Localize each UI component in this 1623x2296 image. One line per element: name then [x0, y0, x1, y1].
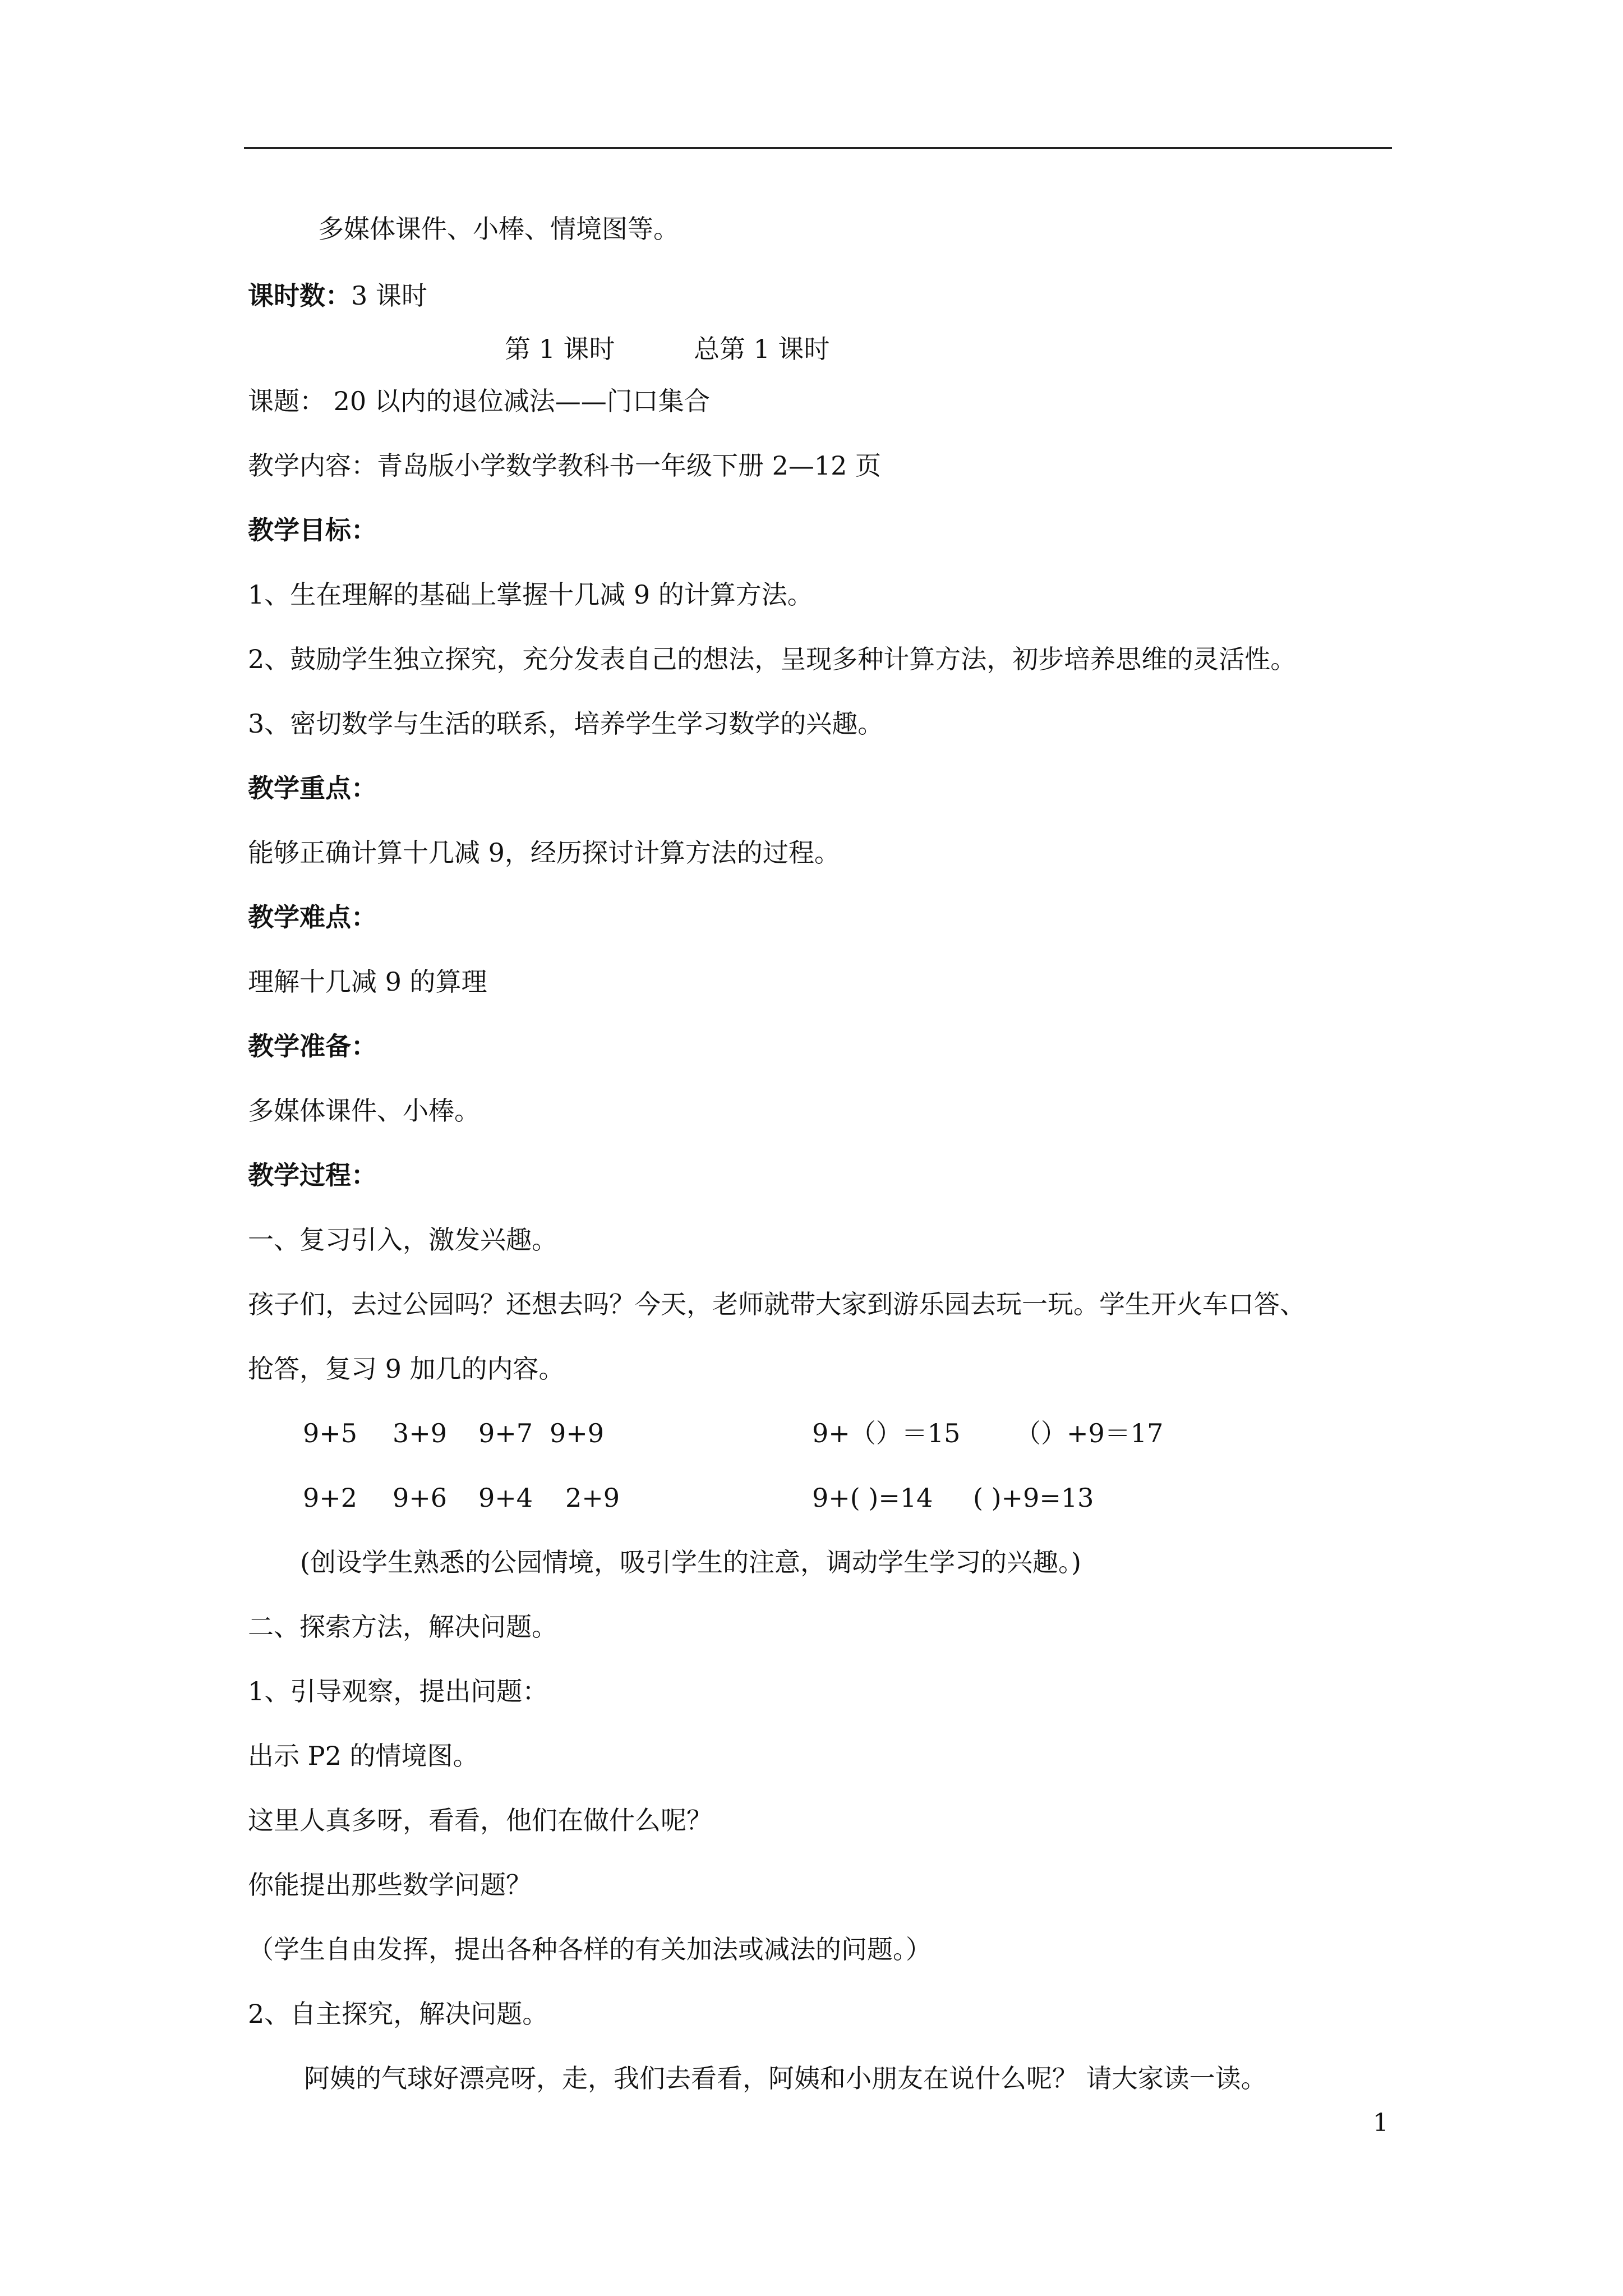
prep-heading: 教学准备： [248, 1031, 377, 1061]
goal-3: 3、密切数学与生活的联系，培养学生学习数学的兴趣。 [248, 708, 884, 739]
step-1: 1、引导观察，提出问题： [248, 1676, 548, 1706]
session-current: 第 1 课时 [505, 334, 615, 364]
goal-2: 2、鼓励学生独立探究，充分发表自己的想法，呈现多种计算方法，初步培养思维的灵活性。 [248, 644, 1297, 674]
exercise-cell: 3+9 [393, 1418, 448, 1448]
note-1: (创设学生熟悉的公园情境，吸引学生的注意，调动学生学习的兴趣。) [300, 1547, 1081, 1577]
exercise-cell: 9+9 [550, 1418, 605, 1448]
header-rule [244, 147, 1392, 149]
key-heading: 教学重点： [248, 773, 377, 803]
exercise-cell: ( )+9=13 [973, 1483, 1094, 1513]
teaching-content: 教学内容：青岛版小学数学教科书一年级下册 2—12 页 [248, 450, 882, 481]
show-p2: 出示 P2 的情境图。 [248, 1741, 479, 1771]
note-2: （学生自由发挥，提出各种各样的有关加法或减法的问题。） [248, 1934, 932, 1964]
lesson-count-label: 课时数： [248, 280, 351, 311]
step-2: 2、自主探究，解决问题。 [248, 1999, 548, 2029]
question-1: 这里人真多呀，看看，他们在做什么呢？ [248, 1805, 712, 1835]
paragraph-1b: 抢答，复习 9 加几的内容。 [248, 1354, 565, 1384]
paragraph-1a: 孩子们，去过公园吗？还想去吗？今天，老师就带大家到游乐园去玩一玩。学生开火车口答、 [248, 1289, 1306, 1319]
section-1-heading: 一、复习引入，激发兴趣。 [248, 1225, 557, 1255]
key-text: 能够正确计算十几减 9，经历探讨计算方法的过程。 [248, 838, 840, 868]
exercise-cell: 9+( )=14 [812, 1483, 933, 1513]
goal-1: 1、生在理解的基础上掌握十几减 9 的计算方法。 [248, 579, 813, 610]
lesson-count [248, 279, 427, 312]
exercise-cell: 2+9 [565, 1483, 620, 1513]
exercise-cell: 9+7 [478, 1418, 533, 1448]
page-number: 1 [1373, 2109, 1389, 2137]
exercise-cell: 9+5 [303, 1418, 358, 1448]
exercise-cell: 9+6 [393, 1483, 448, 1513]
difficulty-text: 理解十几减 9 的算理 [248, 967, 487, 997]
question-2: 你能提出那些数学问题？ [248, 1870, 532, 1900]
materials-intro: 多媒体课件、小棒、情境图等。 [318, 214, 679, 244]
exercise-cell: 9+（）＝15 [812, 1418, 961, 1448]
exercise-cell: （）+9＝17 [1015, 1418, 1164, 1448]
difficulty-heading: 教学难点： [248, 902, 377, 932]
exercise-cell: 9+2 [303, 1483, 358, 1513]
lesson-count-value: 3 课时 [351, 280, 427, 311]
prep-text: 多媒体课件、小棒。 [248, 1096, 480, 1126]
goals-heading: 教学目标： [248, 515, 377, 545]
process-heading: 教学过程： [248, 1160, 377, 1190]
paragraph-2: 阿姨的气球好漂亮呀，走，我们去看看，阿姨和小朋友在说什么呢？ 请大家读一读。 [304, 2063, 1267, 2093]
section-2-heading: 二、探索方法，解决问题。 [248, 1612, 557, 1642]
exercise-cell: 9+4 [478, 1483, 533, 1513]
topic: 课题： 20 以内的退位减法——门口集合 [248, 386, 710, 416]
session-total: 总第 1 课时 [694, 334, 830, 364]
